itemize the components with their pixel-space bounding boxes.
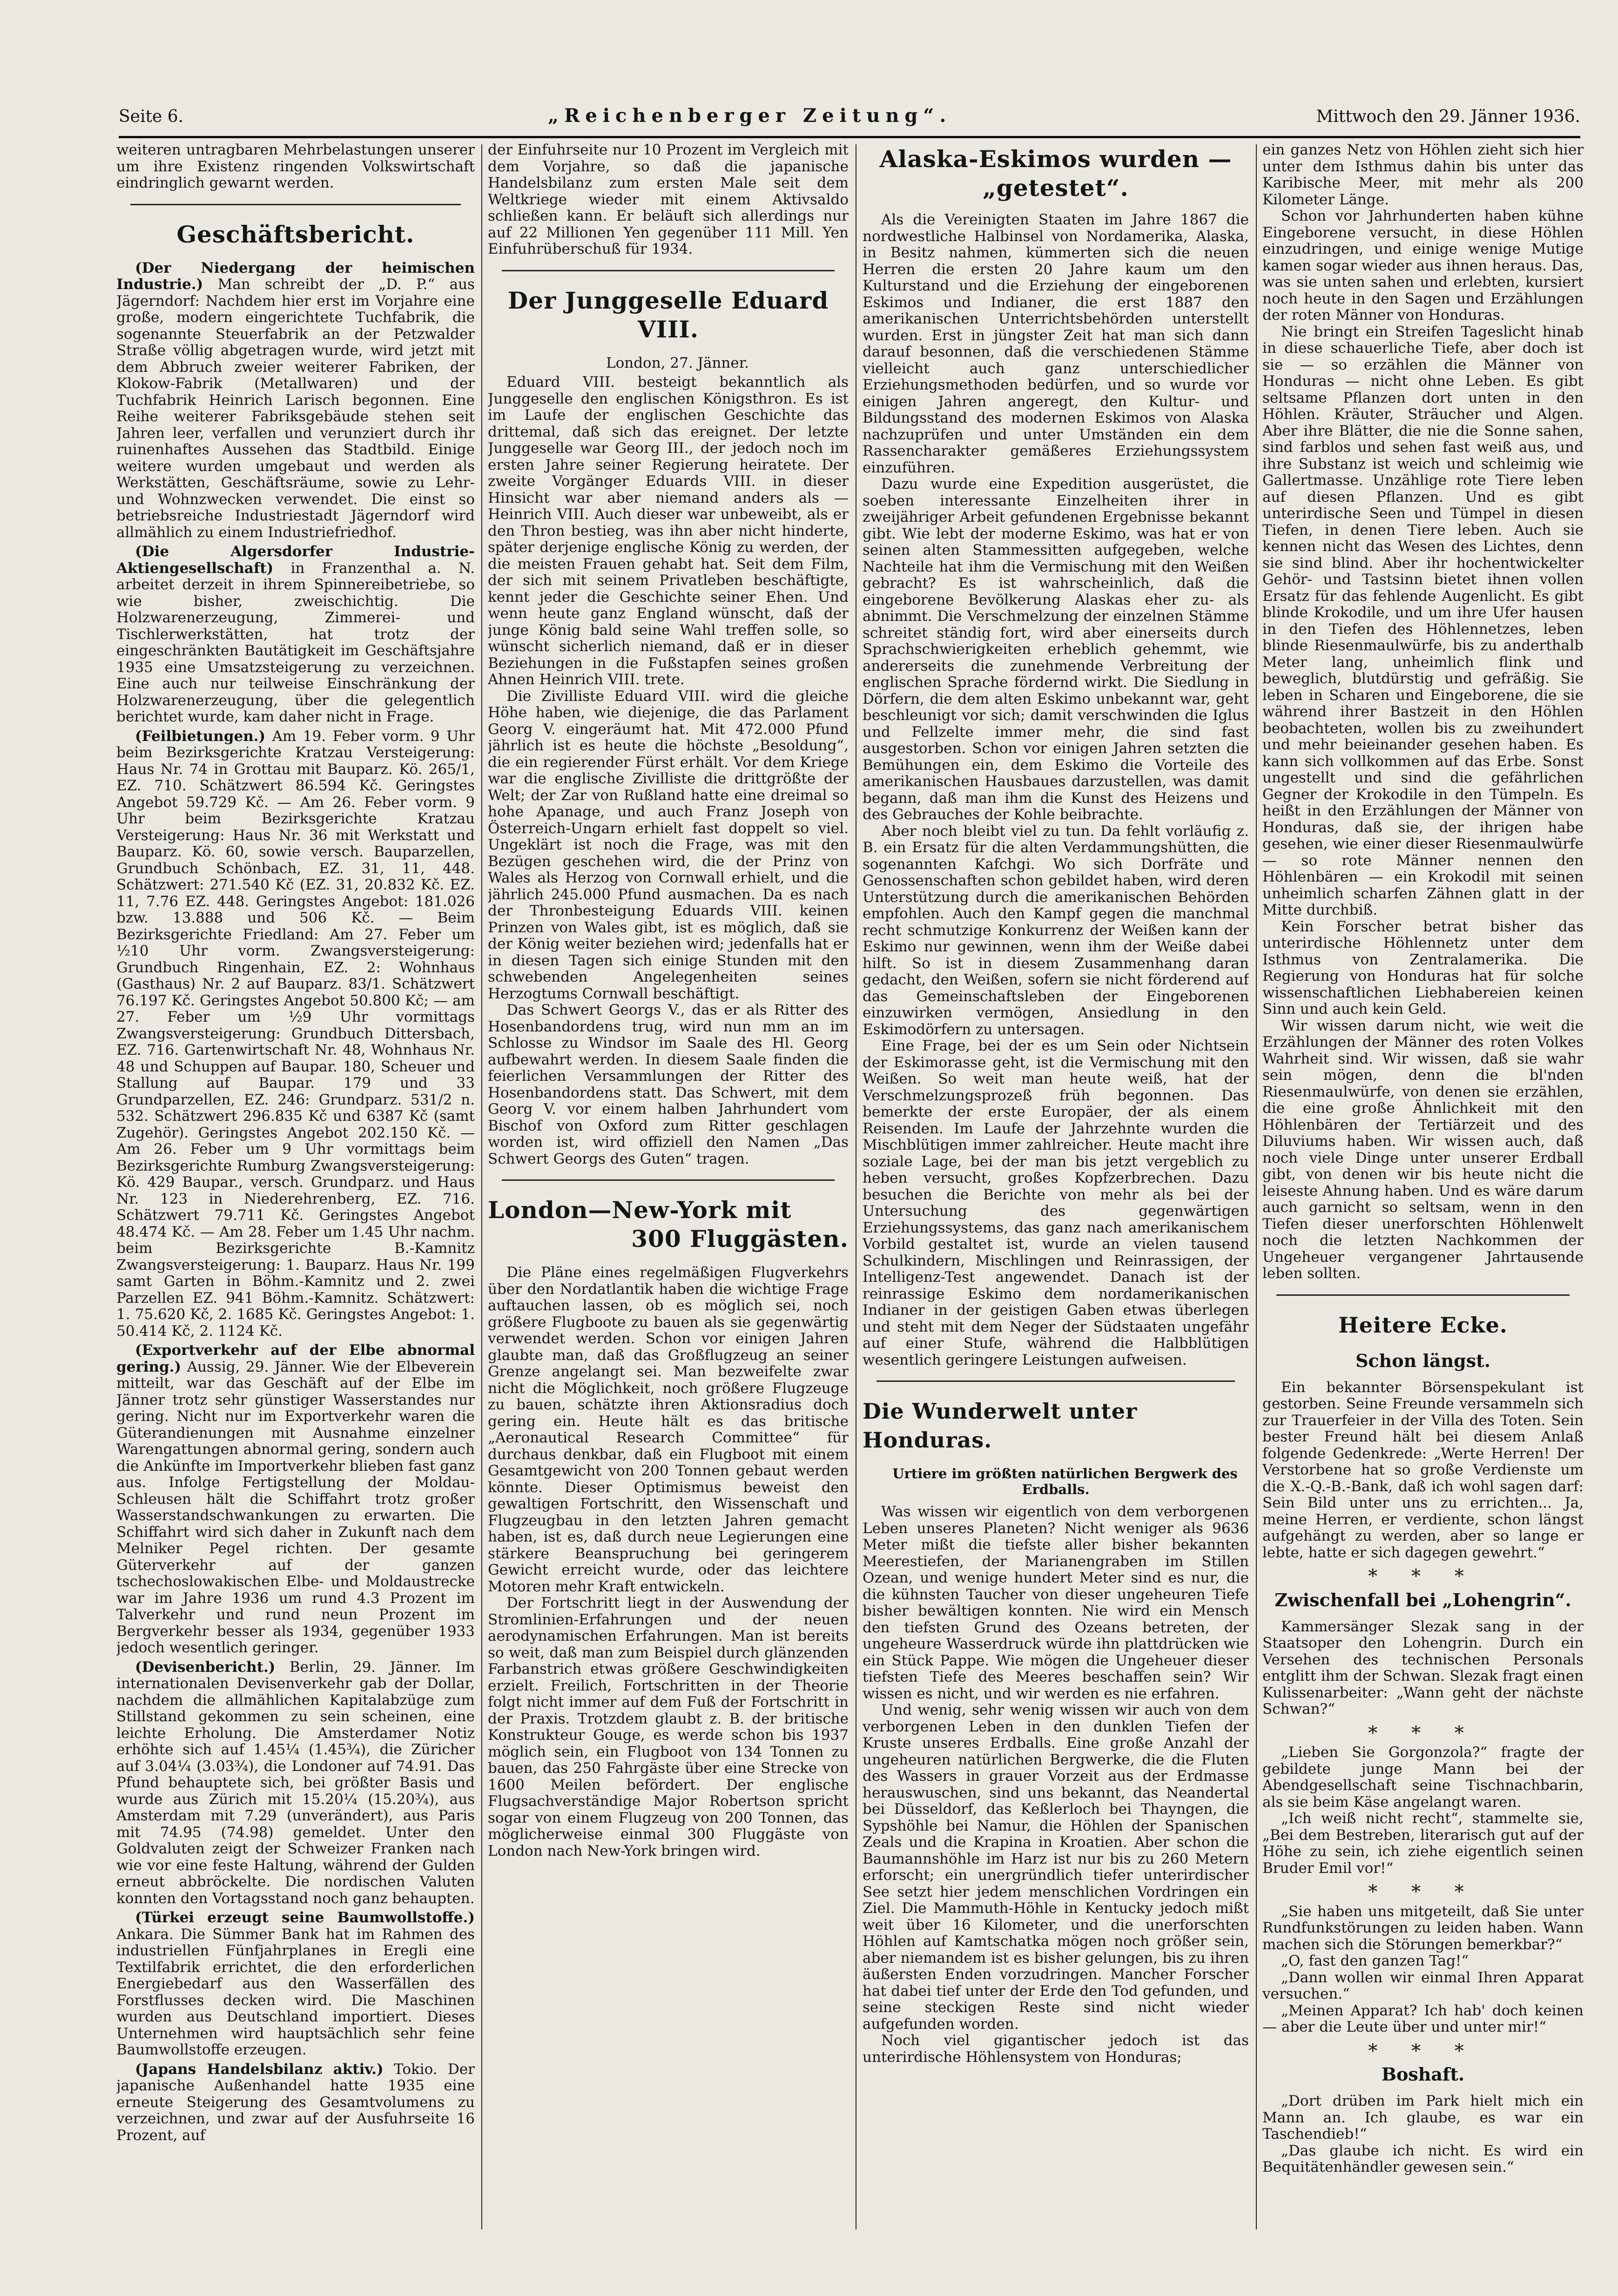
news-item-title: (Die Algersdorfer Industrie-Aktiengesellschaft) [116, 543, 475, 577]
news-item-text: Aussig, 29. Jänner. Wie der Elbeverein mitteilt, war das Geschäft auf der Elbe im Jänner trotz sehr günstiger Wasserstandes nur gering. Nicht nur im Exportverkehr waren die Güterandienungen mit Ausnahme einzelner Warengattungen abnormal gering, sondern auch die Ankünfte im Importverkehr blieben fast ganz aus. Infolge Fertigstellung der Moldau-Schleusen hält die Schiffahrt trotz großer Wasserstandschwankungen zu erwarten. Die Schiffahrt wird sich daher in Zukunft nach dem Melniker Pegel richten. Der gesamte Güterverkehr auf der ganzen tschechoslowakischen Elbe- und Moldaustrecke war im Jahre 1936 um rund 4.3 Prozent im Talverkehr und rund neun Prozent im Bergverkehr besser als 1934, gegenüber 1933 jedoch wesentlich geringer. [116, 1358, 475, 1656]
section-heading-geschaeftsbericht: Geschäftsbericht. [176, 220, 415, 248]
joke-paragraph: „Dort drüben im Park hielt mich ein Mann an. Ich glaube, es war ein Taschendieb!“ [1262, 2093, 1584, 2142]
section-rule [502, 270, 835, 271]
article-subheading: Urtiere im größten natürlichen Bergwerk des Erdballs. [892, 1466, 1238, 1497]
joke-paragraph: „Meinen Apparat? Ich hab' doch keinen — aber die Leute über und unter mir!“ [1262, 2002, 1584, 2035]
news-item-text: Am 19. Feber vorm. 9 Uhr beim Bezirksgerichte Kratzau Versteigerung: Haus Nr. 74 in Grottau mit Bauparz. Kö. 265/1, EZ. 710. Schätzwert 86.594 Kč. Geringstes Angebot 59.729 Kč. — Am 26. Feber vorm. 9 Uhr beim Bezirksgerichte Kratzau Versteigerung: Haus Nr. 36 mit Werkstatt und Bauparz. Kö. 60, sowie versch. Bauparzellen, Grundbuch Schönbach, EZ. 31, 11, 448. Schätzwert: 271.540 Kč (EZ. 31, 20.832 Kč. EZ. 11, 7.76 EZ. 448. Geringstes Angebot: 181.026 bzw. 13.888 und 506 Kč. — Beim Bezirksgerichte Friedland: Am 27. Feber um ½10 Uhr vorm. Zwangsversteigerung: Grundbuch Ringenhain, EZ. 2: Wohnhaus (Gasthaus) Nr. 2 auf Bauparz. 83/1. Schätzwert 76.197 Kč. Geringstes Angebot 50.800 Kč; — am 27. Feber um ½9 Uhr vormittags Zwangsversteigerung: Grundbuch Dittersbach, EZ. 716. Gartenwirtschaft Nr. 48, Wohnhaus Nr. 48 und Schuppen auf Baupar. 180, Scheuer und Stallung auf Baupar. 179 und 33 Grundparzellen, EZ. 246: Grundparz. 531/2 n. 532. Schätzwert 296.835 Kč und 6387 Kč (samt Zugehör). Geringstes Angebot 202.150 Kč. — Am 26. Feber um 9 Uhr vormittags beim Bezirksgerichte Rumburg Zwangsversteigerung: Kö. 429 Baupar., versch. Grundparz. und Haus Nr. 123 in Niederehrenberg, EZ. 716. Schätzwert 79.711 Kč. Geringstes Angebot 48.474 Kč. — Am 28. Feber um 1.45 Uhr nachm. beim Bezirksgerichte B.-Kamnitz Zwangsversteigerung: 1. Bauparz. Haus Nr. 199 samt Garten in Böhm.-Kamnitz und 2. zwei Parzellen EZ. 941 Böhm.-Kamnitz. Schätzwert: 1. 75.620 Kč, 2. 1685 Kč. Geringstes Angebot: 1. 50.414 Kč, 2. 1124 Kč. [116, 727, 475, 1340]
section-rule [502, 1179, 835, 1181]
page-header [119, 105, 1580, 133]
separator-stars: * * * [1368, 2040, 1478, 2062]
article-paragraph: Der Fortschritt liegt in der Auswendung der Stromlinien-Erfahrungen und der neuen aerodynamischen Erfahrungen. Man ist bereits so weit, daß man zum Beispiel durch glänzenden Farbanstrich etwas größere Geschwindigkeiten erzielt. Freilich, Fortschritten in der Theorie folgt nicht immer auf dem Fuß der Fortschritt in der Praxis. Trotzdem glaubt z. B. der britische Konstrukteur Gouge, es werde schon bis 1937 möglich sein, ein Flugboot von 134 Tonnen zu bauen, das 250 Fahrgäste über eine Strecke von 1600 Meilen befördert. Der englische Flugsachverständige Major Robertson spricht sogar von einem Flugzeug von 200 Tonnen, das möglicherweise einmal 300 Fluggäste von London nach New-York bringen wird. [488, 1595, 849, 1859]
joke-title: Boshaft. [1381, 2064, 1465, 2085]
joke-paragraph: Ein bekannter Börsenspekulant ist gestorben. Seine Freunde versammeln sich zur Trauerfeier in der Villa des Toten. Sein bester Freund hält bei diesem Anlaß folgende Gedenkrede: „Werte Herren! Der Verstorbene hat so große Verdienste um die X.-Q.-B.-Bank, daß ich wohl sagen darf: Sein Bild unter uns zu errichten... Ja, meine Herren, er verdiente, schon längst aufgehängt zu werden, aber so lange er lebte, hatte er sich dagegen gewehrt.“ [1262, 1379, 1584, 1561]
article-paragraph: Die Zivilliste Eduard VIII. wird die gleiche Höhe haben, wie diejenige, die das Parlament Georg V. eingeräumt hat. Mit 472.000 Pfund jährlich ist es heute die höchste „Besoldung“, die ein regierender Fürst erhält. Vor dem Kriege war die englische Zivilliste die drittgrößte der Welt; der Zar von Rußland hatte eine dreimal so hohe Apanage, und auch Franz Joseph von Österreich-Ungarn erhielt fast doppelt so viel. Ungeklärt ist noch die Frage, was mit den Bezügen geschehen wird, die der Prinz von Wales als Herzog von Cornwall erhielt, und die jährlich 245.000 Pfund ausmachen. Da es nach der Thronbesteigung Eduards VIII. keinen Prinzen von Wales gibt, ist es möglich, daß sie der König weiter beziehen wird; jedenfalls hat er in diesen Tagen sich einige Stunden mit den schwebenden Angelegenheiten seines Herzogtums Cornwall beschäftigt. [488, 687, 849, 1002]
news-item [116, 1910, 475, 2059]
news-item-title: (Exportverkehr auf der Elbe abnormal gering.) [116, 1342, 475, 1375]
newspaper-title: „Reichenberger Zeitung“. [548, 105, 952, 127]
article-paragraph: Dazu wurde eine Expedition ausgerüstet, die soeben interessante Einzelheiten ihrer in zweijähriger Arbeit gefundenen Ergebnisse bekannt gibt. Wie lebt der moderne Eskimo, was hat er von seinen alten Stammessitten aufgegeben, welche Nachteile hat ihm die Vermischung mit den Weißen gebracht? Es ist wahrscheinlich, daß die eingeborene Bevölkerung Alaskas eher zu- als abnimmt. Die Verschmelzung der einzelnen Stämme schreitet ständig fort, wird aber einerseits durch Sprachschwierigkeiten erheblich gehemmt, wie andererseits die zunehmende Verbreitung der englischen Sprache fördernd wirkt. Die Siedlung in Dörfern, die dem alten Eskimo unbekannt war, geht beschleunigt vor sich; damit verschwinden die Iglus und Fellzelte immer mehr, die sind fast ausgestorben. Schon vor einigen Jahren setzten die Bemühungen ein, dem Eskimo die Vorteile des amerikanischen Hausbaues darzustellen, was damit begann, daß man ihm die Kunst des Heizens und des Gebrauches der Kohle beibrachte. [863, 476, 1249, 823]
joke-paragraph: „O, fast den ganzen Tag!“ [1281, 1953, 1469, 1969]
article-paragraph: Und wenig, sehr wenig wissen wir auch von dem verborgenen Leben in den dunklen Tiefen der Kruste unseres Erdballs. Eine große Anzahl der ungeheuren natürlichen Bergwerke, die die Fluten des Wassers in grauer Vorzeit aus der Erdmasse herauswuschen, sind uns bekannt, das Neandertal bei Düsseldorf, das Keßlerloch bei Thayngen, die Sypshöhle bei Namur, die Höhlen der Spanischen Zeals und die Krapina in Kroatien. Aber schon die Baumannshöhle im Harz ist nur bis zu 260 Metern erforscht; ein unergründlich tiefer unterirdischer See setzt hier jedem menschlichen Vordringen ein Ziel. Die Mammuth-Höhle in Kentucky jedoch mißt weit über 16 Kilometer, und die unerforschten Höhlen auf Kamtschatka mögen noch größer sein, aber niemandem ist es bisher gelungen, bis zu ihren äußersten Enden vorzudringen. Mancher Forscher hat dabei tief unter der Erde den Tod gefunden, und seine steckigen Reste sind nicht wieder aufgefunden worden. [863, 1702, 1249, 2033]
article-dateline: London, 27. Jänner. [606, 354, 749, 371]
article-paragraph: Kein Forscher betrat bisher das unterirdische Höhlennetz unter dem Isthmus von Zentralamerika. Die Regierung von Honduras hat für solche wissenschaftlichen Liebhabereien keinen Sinn und auch kein Geld. [1262, 918, 1584, 1017]
separator-stars: * * * [1368, 1881, 1478, 1903]
section-rule [1276, 1294, 1570, 1296]
article-heading-london-newyork: London—New-York mit [488, 1196, 792, 1224]
news-item-title: (Devisenbericht.) [135, 1658, 276, 1676]
column-3 [863, 142, 1249, 2264]
news-item [116, 1659, 475, 1907]
separator-stars: * * * [1368, 1722, 1478, 1744]
article-paragraph: Nie bringt ein Streifen Tageslicht hinab in diese schauerliche Tiefe, aber doch ist sie — so erzählen die Männer von Honduras — nicht ohne Leben. Es gibt seltsame Pflanzen dort unten in den Höhlen. Kräuter, Sträucher und Algen. Aber ihre Blätter, die nie die Sonne sahen, sind farblos und sehen fast weiß aus, und ihre Substanz ist weich und schleimig wie Gallertmasse. Unzählige rote Tiere leben auf diesen Pflanzen. Und es gibt unterirdische Seen und Tümpel in diesen Tiefen, in denen Tiere leben. Auch sie kennen nicht das Wesen des Lichtes, denn sie sind blind. Aber ihr hochentwickelter Gehör- und Tastsinn bietet ihnen vollen Ersatz für das fehlende Augenlicht. Es gibt blinde Krokodile, und um ihre Ufer hausen in den Tiefen des Höhlennetzes, leben blinde Riesenmaulwürfe, bis zu anderthalb Meter lang, unheimlich flink und beweglich, blutdürstig und gefräßig. Sie leben in Scharen und Eingeborene, die sie während ihrer Bastzeit in den Höhlen beobachteten, wollen bis zu zweihundert und mehr beieinander gesehen haben. Es kann sich vollkommen auf das Erbe. Sonst ungestellt und sind die gefährlichen Gegner der Krokodile in den Tümpeln. Es heißt in den Erzählungen der Männer von Honduras, daß sie, der ihrigen habe gesehen, wie einer dieser Riesenmaulwürfe — so rote Männer nennen den Höhlenbären — ein Krokodil mit seinen unheimlich scharfen Zähnen glatt in der Mitte durchbiß. [1262, 323, 1584, 918]
joke-paragraph: Kammersänger Slezak sang in der Staatsoper den Lohengrin. Durch ein Versehen des technischen Personals entglitt ihm der Schwan. Slezak fragt einen Kulissenarbeiter: „Wann geht der nächste Schwan?“ [1262, 1618, 1584, 1717]
joke-title: Schon längst. [1355, 1350, 1490, 1371]
article-paragraph: Schon vor Jahrhunderten haben kühne Eingeborene versucht, in diese Höhlen einzudringen, und einige wenige Mutige kamen sogar wieder aus ihnen heraus. Das, was sie unten sahen und erlebten, kursiert noch heute in den Sagen und Erzählungen der roten Männer von Honduras. [1262, 208, 1584, 323]
article-paragraph: Wir wissen darum nicht, wie weit die Erzählungen der Männer des roten Volkes Wahrheit sind. Wir wissen, daß sie wahr sein mögen, denn die bl'nden Riesenmaulwürfe, von denen sie erzählen, die eine große Ähnlichkeit mit den Höhlenbären der Tertiärzeit und des Diluviums haben. Wir wissen auch, daß noch viele Dinge unter unserer Erdball gibt, von denen wir bis heute nicht die leiseste Ahnung haben. Und es wäre darum auch garnicht so seltsam, wenn in den Tiefen dieser unerforschten Höhlenwelt noch die letzten Nachkommen der Ungeheuer vergangener Jahrtausende leben sollten. [1262, 1017, 1584, 1282]
joke-paragraph: „Dann wollen wir einmal Ihren Apparat versuchen.“ [1262, 1969, 1584, 2002]
article-heading-london-newyork-line2: 300 Fluggästen. [631, 1225, 849, 1252]
article-paragraph: Die Pläne eines regelmäßigen Flugverkehrs über den Nordatlantik haben die wichtige Frage auftauchen lassen, ob es möglich sei, noch größere Flugboote zu bauen als sie gegenwärtig verwendet werden. Schon vor einigen Jahren glaubte man, daß das Großflugzeug an seiner Grenze angelangt sei. Man bezweifelte zwar nicht die Möglichkeit, noch größere Flugzeuge zu bauen, schätzte ihren Aktionsradius doch gering ein. Heute hält es das britische „Aeronautical Research Committee“ für durchaus denkbar, daß ein Flugboot mit einem Gesamtgewicht von 200 Tonnen gebaut werden könnte. Dieser Optimismus beweist den gewaltigen Fortschritt, den Wissenschaft und Flugzeugbau in den letzten Jahren gemacht haben, ist es, daß durch neue Legierungen eine stärkere Beanspruchung bei geringerem Gewicht erreicht wurde, oder das leichtere Motoren mehr Kraft entwickeln. [488, 1264, 849, 1595]
news-item-text: Ankara. Die Sümmer Bank hat im Rahmen des industriellen Fünfjahrplanes in Eregli eine Textilfabrik errichtet, die den erforderlichen Energiebedarf aus den Wasserfällen des Forstflusses decken wird. Die Maschinen wurden aus Deutschland importiert. Dieses Unternehmen wird hauptsächlich sehr feine Baumwollstoffe erzeugen. [116, 1926, 475, 2058]
news-item [116, 728, 475, 1340]
article-paragraph: ein ganzes Netz von Höhlen zieht sich hier unter dem Isthmus dahin bis unter das Karibische Meer, mit mehr als 200 Kilometer Länge. [1262, 142, 1584, 208]
news-item-text: in Franzenthal a. N. arbeitet derzeit in ihrem Spinnereibetriebe, so wie bisher, zweischichtig. Die Holzwarenerzeugung, Zimmerei- und Tischlerwerkstätten, hat trotz der eingeschränkten Bautätigkeit im Geschäftsjahre 1935 eine Umsatzsteigerung zu verzeichnen. Eine auch nur teilweise Einschränkung der Holzwarenerzeugung, über die gelegentlich berichtet wurde, kam daher nicht in Frage. [116, 559, 475, 725]
joke-title: Zwischenfall bei „Lohengrin“. [1274, 1589, 1571, 1610]
article-paragraph: Aber noch bleibt viel zu tun. Da fehlt vorläufig z. B. ein Ersatz für die alten Verdammungshütten, die sogenannten Kafchgi. Wo sich Dorfräte und Genossenschaften schon gebildet haben, wird deren Unterstützung durch die amerikanischen Behörden empfohlen. Auch den Kampf gegen die manchmal recht schmutzige Konkurrenz der Weißen kann der Eskimo nur gewinnen, wenn ihm der Weiße dabei hilft. So ist in diesem Zusammenhang daran gedacht, den Weißen, sofern sie nicht förderend auf das Gemeinschaftsleben der Eingeborenen einzuwirken vermögen, Ansiedlung in den Eskimodörfern zu untersagen. [863, 822, 1249, 1038]
column-4 [1262, 142, 1584, 2264]
continued-text: der Einfuhrseite nur 10 Prozent im Vergleich mit dem Vorjahre, so daß die japanische Handelsbilanz zum ersten Male seit dem Weltkriege wieder mit einem Aktivsaldo schließen kann. Er beläuft sich allerdings nur auf 22 Millionen Yen gegenüber 111 Mill. Yen Einfuhrüberschuß für 1934. [488, 142, 849, 257]
news-item-text: Tokio. Der japanische Außenhandel hatte 1935 eine erneute Steigerung des Gesamtvolumens zu verzeichnen, und zwar auf der Ausfuhrseite 16 Prozent, auf [116, 2060, 475, 2144]
article-paragraph: Noch viel gigantischer jedoch ist das unterirdische Höhlensystem von Honduras; [863, 2032, 1249, 2066]
news-item [116, 2061, 475, 2144]
article-paragraph: Eduard VIII. besteigt bekanntlich als Junggeselle den englischen Königsthron. Es ist im Laufe der englischen Geschichte das drittemal, daß sich das ereignet. Der letzte Junggeselle war Georg III., der jedoch noch im ersten Jahre seiner Regierung heiratete. Der zweite Vorgänger Eduards VIII. in dieser Hinsicht war aber niemand anders als — Heinrich VIII. Auch dieser war unbeweibt, als er den Thron bestieg, was ihn aber nicht hinderte, später derjenige englische König zu werden, der die meisten Frauen gehabt hat. Seit dem Film, der sich mit seinem Privatleben beschäftigte, kennt jeder die Geschichte seiner Ehen. Und wenn heute ganz England wünscht, daß der junge König bald seine Wahl treffen solle, so wünscht sicherlich niemand, daß er in dieser Beziehungen in die Fußstapfen seines großen Ahnen Heinrich VIII. trete. [488, 374, 849, 688]
article-paragraph: Als die Vereinigten Staaten im Jahre 1867 die nordwestliche Halbinsel von Nordamerika, Alaska, in Besitz nahmen, kümmerten sich die neuen Herren die ersten 20 Jahre kaum um den Kulturstand und die Erziehung der eingeborenen Eskimos und Indianer, die erst 1887 den amerikanischen Unterrichtsbehörden unterstellt wurden. Erst in jüngster Zeit hat man sich dann darauf besonnen, daß die verschiedenen Stämme vielleicht auch ganz unterschiedlicher Erziehungsmethoden bedürfen, und so wurde vor einigen Jahren angeregt, den Kultur- und Bildungsstand des modernen Eskimos von Alaska nachzuprüfen und unter Umständen ein dem Rassencharakter gemäßeres Erziehungssystem einzuführen. [863, 211, 1249, 476]
article-paragraph: Das Schwert Georgs V., das er als Ritter des Hosenbandordens trug, wird nun mm an im Schlosse zu Windsor im Saale des Hl. Georg aufbewahrt werden. In diesem Saale finden die feierlichen Versammlungen der Ritter des Hosenbandordens statt. Das Schwert, mit dem Georg V. vor einem halben Jahrhundert vom Bischof von Oxford zum Ritter geschlagen worden ist, wird offiziell den Namen „Das Schwert Georgs des Guten“ tragen. [488, 1002, 849, 1167]
separator-stars: * * * [1368, 1566, 1478, 1587]
article-heading-alaska-line2: „getestet“. [983, 174, 1129, 202]
column-divider [481, 144, 482, 2229]
header-rule [119, 136, 1580, 138]
news-item-title: (Der Niedergang der heimischen Industrie.) [116, 259, 475, 293]
joke-paragraph: „Das glaube ich nicht. Es wird ein Bequitätenhändler gewesen sein.“ [1262, 2142, 1584, 2175]
continued-text: weiteren untragbaren Mehrbelastungen unserer um ihre Existenz ringenden Volkswirtschaft eindringlich gewarnt werden. [116, 142, 475, 191]
article-paragraph: Was wissen wir eigentlich von dem verborgenen Leben unseres Planeten? Nicht weniger als 9636 Meter mißt die tiefste aller bisher bekannten Meerestiefen, der Marianengraben im Stillen Ozean, und wenige hundert Meter sind es nur, die die kühnsten Taucher von dieser ungeheuren Tiefe bisher bewältigen konnten. Nie wird ein Mensch den tiefsten Grund des Ozeans betreten, der ungeheure Wasserdruck würde ihn plattdrücken wie ein Stück Pappe. Wie mögen die Ungeheuer dieser tiefsten Tiefe des Meeres beschaffen sein? Wir wissen es nicht, und wir werden es nie erfahren. [863, 1503, 1249, 1702]
section-rule [130, 204, 461, 205]
section-heading-heitere-ecke: Heitere Ecke. [1338, 1312, 1508, 1338]
column-2 [488, 142, 849, 2264]
column-1 [116, 142, 475, 2264]
news-item-text: Man schreibt der „D. P.“ aus Jägerndorf: Nachdem hier erst im Vorjahre eine große, modern eingerichtete Tuchfabrik, die sogenannte Steuerfabrik an der Petzwalder Straße völlig abgetragen wurde, wird jetzt mit dem Abbruch zweier weiterer Fabriken, der Klokow-Fabrik (Metallwaren) und der Tuchfabrik Heinrich Larisch begonnen. Eine Reihe weiterer Fabriksgebäude stehen seit Jahren leer, verfallen und verunziert durch ihr ruinenhaftes Aussehen das Stadtbild. Einige weitere wurden umgebaut und werden als Werkstätten, Geschäftsräume, sowie zu Lehr- und Wohnzwecken verwendet. Die einst so betriebsreiche Industriestadt Jägerndorf wird allmählich zu einem Industriefriedhof. [116, 276, 475, 541]
news-item [116, 260, 475, 541]
article-heading-alaska: Alaska-Eskimos wurden — [879, 145, 1232, 173]
page-number: Seite 6. [119, 107, 184, 126]
issue-date: Mittwoch den 29. Jänner 1936. [1316, 107, 1580, 126]
news-item-title: (Feilbietungen.) [135, 727, 266, 745]
news-item [116, 544, 475, 726]
news-item-text: Berlin, 29. Jänner. Im internationalen Devisenverkehr gab der Dollar, nachdem die allmählichen Kapitalabzüge zum Stillstand gekommen zu sein scheinen, eine leichte Erholung. Die Amsterdamer Notiz erhöhte sich auf 1.45¼ (1.45¾), die Züricher auf 3.04¼ (3.03¾), die Londoner auf 74.91. Das Pfund behauptete sich, bei größter Basis und wurde aus Zürich mit 15.20¼ (15.20¾), aus Amsterdam mit 7.29 (unverändert), aus Paris mit 74.95 (74.98) gemeldet. Unter den Goldvaluten zeigt der Schweizer Franken nach wie vor eine feste Haltung, während der Gulden erneut abbröckelte. Die nordischen Valuten konnten den Vortagsstand noch ganz behaupten. [116, 1658, 475, 1907]
news-item-title: (Türkei erzeugt seine Baumwollstoffe.) [135, 1909, 475, 1926]
section-rule [876, 1380, 1235, 1382]
joke-paragraph: „Lieben Sie Gorgonzola?“ fragte der gebildete junge Mann bei der Abendgesellschaft seine Tischnachbarin, als sie beim Käse angelangt waren. [1262, 1744, 1584, 1811]
article-paragraph: Eine Frage, bei der es um Sein oder Nichtsein der Eskimorasse geht, ist die Vermischung mit den Weißen. So weit man heute weiß, hat der Verschmelzungsprozeß früh begonnen. Das bemerkte der erste Europäer, der als einem Reisenden. Im Laufe der Jahrzehnte wurden die Mischblütigen immer zahlreicher. Heute macht ihre soziale Lage, bei der man bis jetzt vergeblich zu heben versucht, großes Kopfzerbrechen. Dazu besuchen die Berichte von mehr als bei der Untersuchung des gegenwärtigen Erziehungssystems, das ganz nach amerikanischem Vorbild gestaltet ist, wurde an vielen tausend Schulkindern, Mischlingen und Reinrassigen, der Intelligenz-Test angewendet. Danach ist der reinrassige Eskimo dem nordamerikanischen Indianer in der geistigen Gaben etwas überlegen und steht mit dem Neger der Südstaaten ungefähr auf einer Stufe, während die Halbblütigen wesentlich geringere Leistungen aufweisen. [863, 1037, 1249, 1368]
article-heading-junggeselle: Der Junggeselle Eduard VIII. [507, 286, 829, 343]
column-divider [1256, 144, 1257, 2229]
article-heading-honduras: Die Wunderwelt unter Honduras. [863, 1399, 1138, 1453]
news-item-title: (Japans Handelsbilanz aktiv.) [135, 2060, 384, 2078]
news-item [116, 1342, 475, 1656]
joke-paragraph: „Ich weiß nicht recht“, stammelte sie, „Bei dem Bestreben, literarisch gut auf der Höhe zu sein, ich ziehe eigentlich seinen Bruder Emil vor!“ [1262, 1810, 1584, 1877]
joke-paragraph: „Sie haben uns mitgeteilt, daß Sie unter Rundfunkstörungen zu leiden haben. Wann machen sich die Störungen bemerkbar?“ [1262, 1903, 1584, 1953]
